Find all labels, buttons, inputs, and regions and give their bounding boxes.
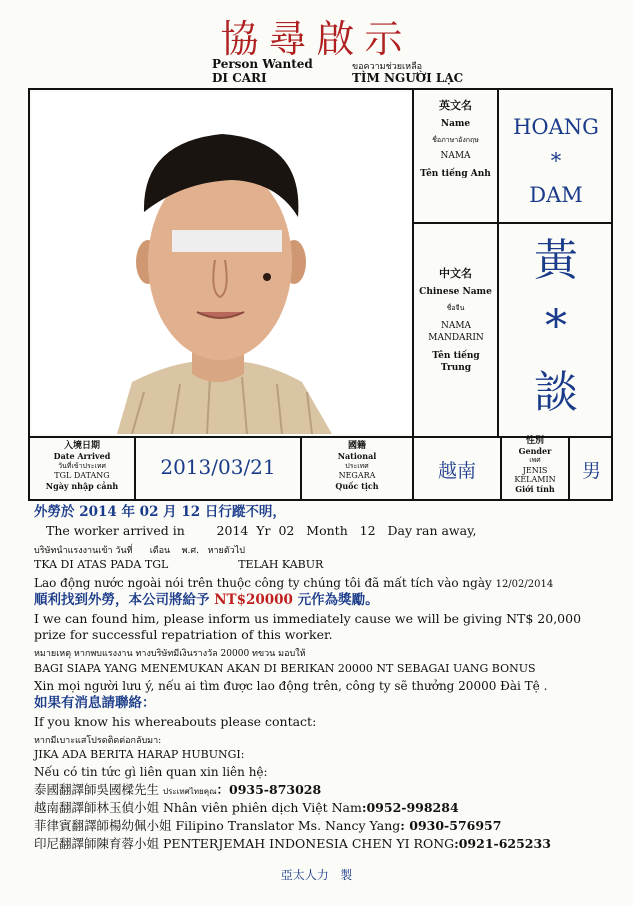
reward-en-line1: I we can found him, please inform us immediately cause we will be giving NT$ 20,000 — [34, 611, 582, 626]
name-label: 英文名 Name ชื่อภาษาอังกฤษ NAMA Tên tiếng Anh — [420, 99, 491, 179]
contact-filipino-translator: 菲律賓翻譯師楊幼佩小姐 Filipino Translator Ms. Nancy Yang: 0930-576957 — [34, 818, 502, 833]
nationality-value: 越南 — [437, 460, 476, 482]
vietnamese-header-label: TÌM NGƯỜI LẠC — [352, 71, 464, 85]
missing-date-id: TKA DI ATAS PADA TGL TELAH KABUR — [34, 558, 324, 571]
date-arrived-label: 入境日期 Date Arrived วันที่เข้าประเทศ TGL DATANG Ngày nhập cảnh — [45, 441, 119, 491]
contact-indonesia-translator: 印尼翻譯師陳育蓉小姐 PENTERJEMAH INDONESIA CHEN YI RONG:0921-625233 — [34, 836, 551, 851]
missing-date-vi: Lao động nước ngoài nói trên thuộc công ty chúng tôi đã mất tích vào ngày 12/02/2014 — [34, 576, 554, 590]
nationality-label: 國籍 National ประเทศ NEGARA Quốc tịch — [335, 441, 379, 491]
date-arrived-value: 2013/03/21 — [160, 455, 276, 479]
person-wanted-label: Person Wanted — [212, 57, 313, 71]
reward-zh: 順利找到外勞，本公司將給予 NT$20000 元作為獎勵。 — [34, 592, 379, 608]
divider — [412, 222, 613, 224]
gender-value: 男 — [581, 460, 601, 482]
contact-heading-id: JIKA ADA BERITA HARAP HUBUNGI: — [34, 748, 245, 761]
contact-vietnam-translator: 越南翻譯師林玉偵小姐 Nhân viên phiên dịch Việt Nam:0952-998284 — [34, 800, 459, 815]
english-name-value: HOANG * DAM — [513, 115, 599, 207]
reward-id: BAGI SIAPA YANG MENEMUKAN AKAN DI BERIKAN 20000 NT SEBAGAI UANG BONUS — [34, 662, 536, 675]
poster-title: 協尋啟示 — [220, 17, 413, 61]
contact-thai-translator: 泰國翻譯師吳國樑先生 ประเทศไทยคุณ：0935-873028 — [34, 782, 322, 797]
gender-label: 性別 Gender เพศ JENIS KELAMIN Giới tính — [514, 436, 556, 494]
reward-vi: Xin mọi người lưu ý, nếu ai tìm được lao động trên, công ty sẽ thưởng 20000 Đài Tệ . — [34, 679, 548, 693]
contact-heading-th: หากมีเบาะแสโปรดติดต่อกลับมา: — [34, 736, 162, 746]
missing-date-en: The worker arrived in 2014 Yr 02 Month 12 Day ran away, — [46, 523, 477, 538]
reward-en-line2: prize for successful repatriation of this worker. — [34, 627, 333, 642]
worker-photo — [32, 92, 412, 434]
contact-heading-vi: Nếu có tin tức gì liên quan xin liên hệ: — [34, 765, 268, 779]
missing-date-th: บริษัทนำแรงงานเข้า วันที่ เดือน พ.ศ. หายตัวไป — [34, 546, 245, 556]
contact-heading-en: If you know his whereabouts please contact: — [34, 714, 317, 729]
reward-th: หมายเหตุ หากพบแรงงาน ทางบริษัทมีเงินรางวัล 20000 ทขวน มอบให้ — [34, 649, 306, 659]
reward-amount: NT$20000 — [214, 592, 293, 608]
missing-date-zh: 外勞於 2014 年 02 月 12 日行蹤不明， — [34, 504, 286, 520]
contact-heading-zh: 如果有消息請聯絡： — [34, 695, 156, 711]
di-cari-label: DI CARI — [212, 71, 267, 85]
chinese-name-label: 中文名 Chinese Name ชื่อจีน NAMA MANDARIN Tên tiếng Trung — [419, 267, 492, 373]
chinese-name-value: 黃 * 談 — [534, 235, 578, 418]
company-footer: 亞太人力 製 — [280, 868, 353, 882]
thai-header-label: ขอความช่วยเหลือ — [352, 62, 422, 72]
